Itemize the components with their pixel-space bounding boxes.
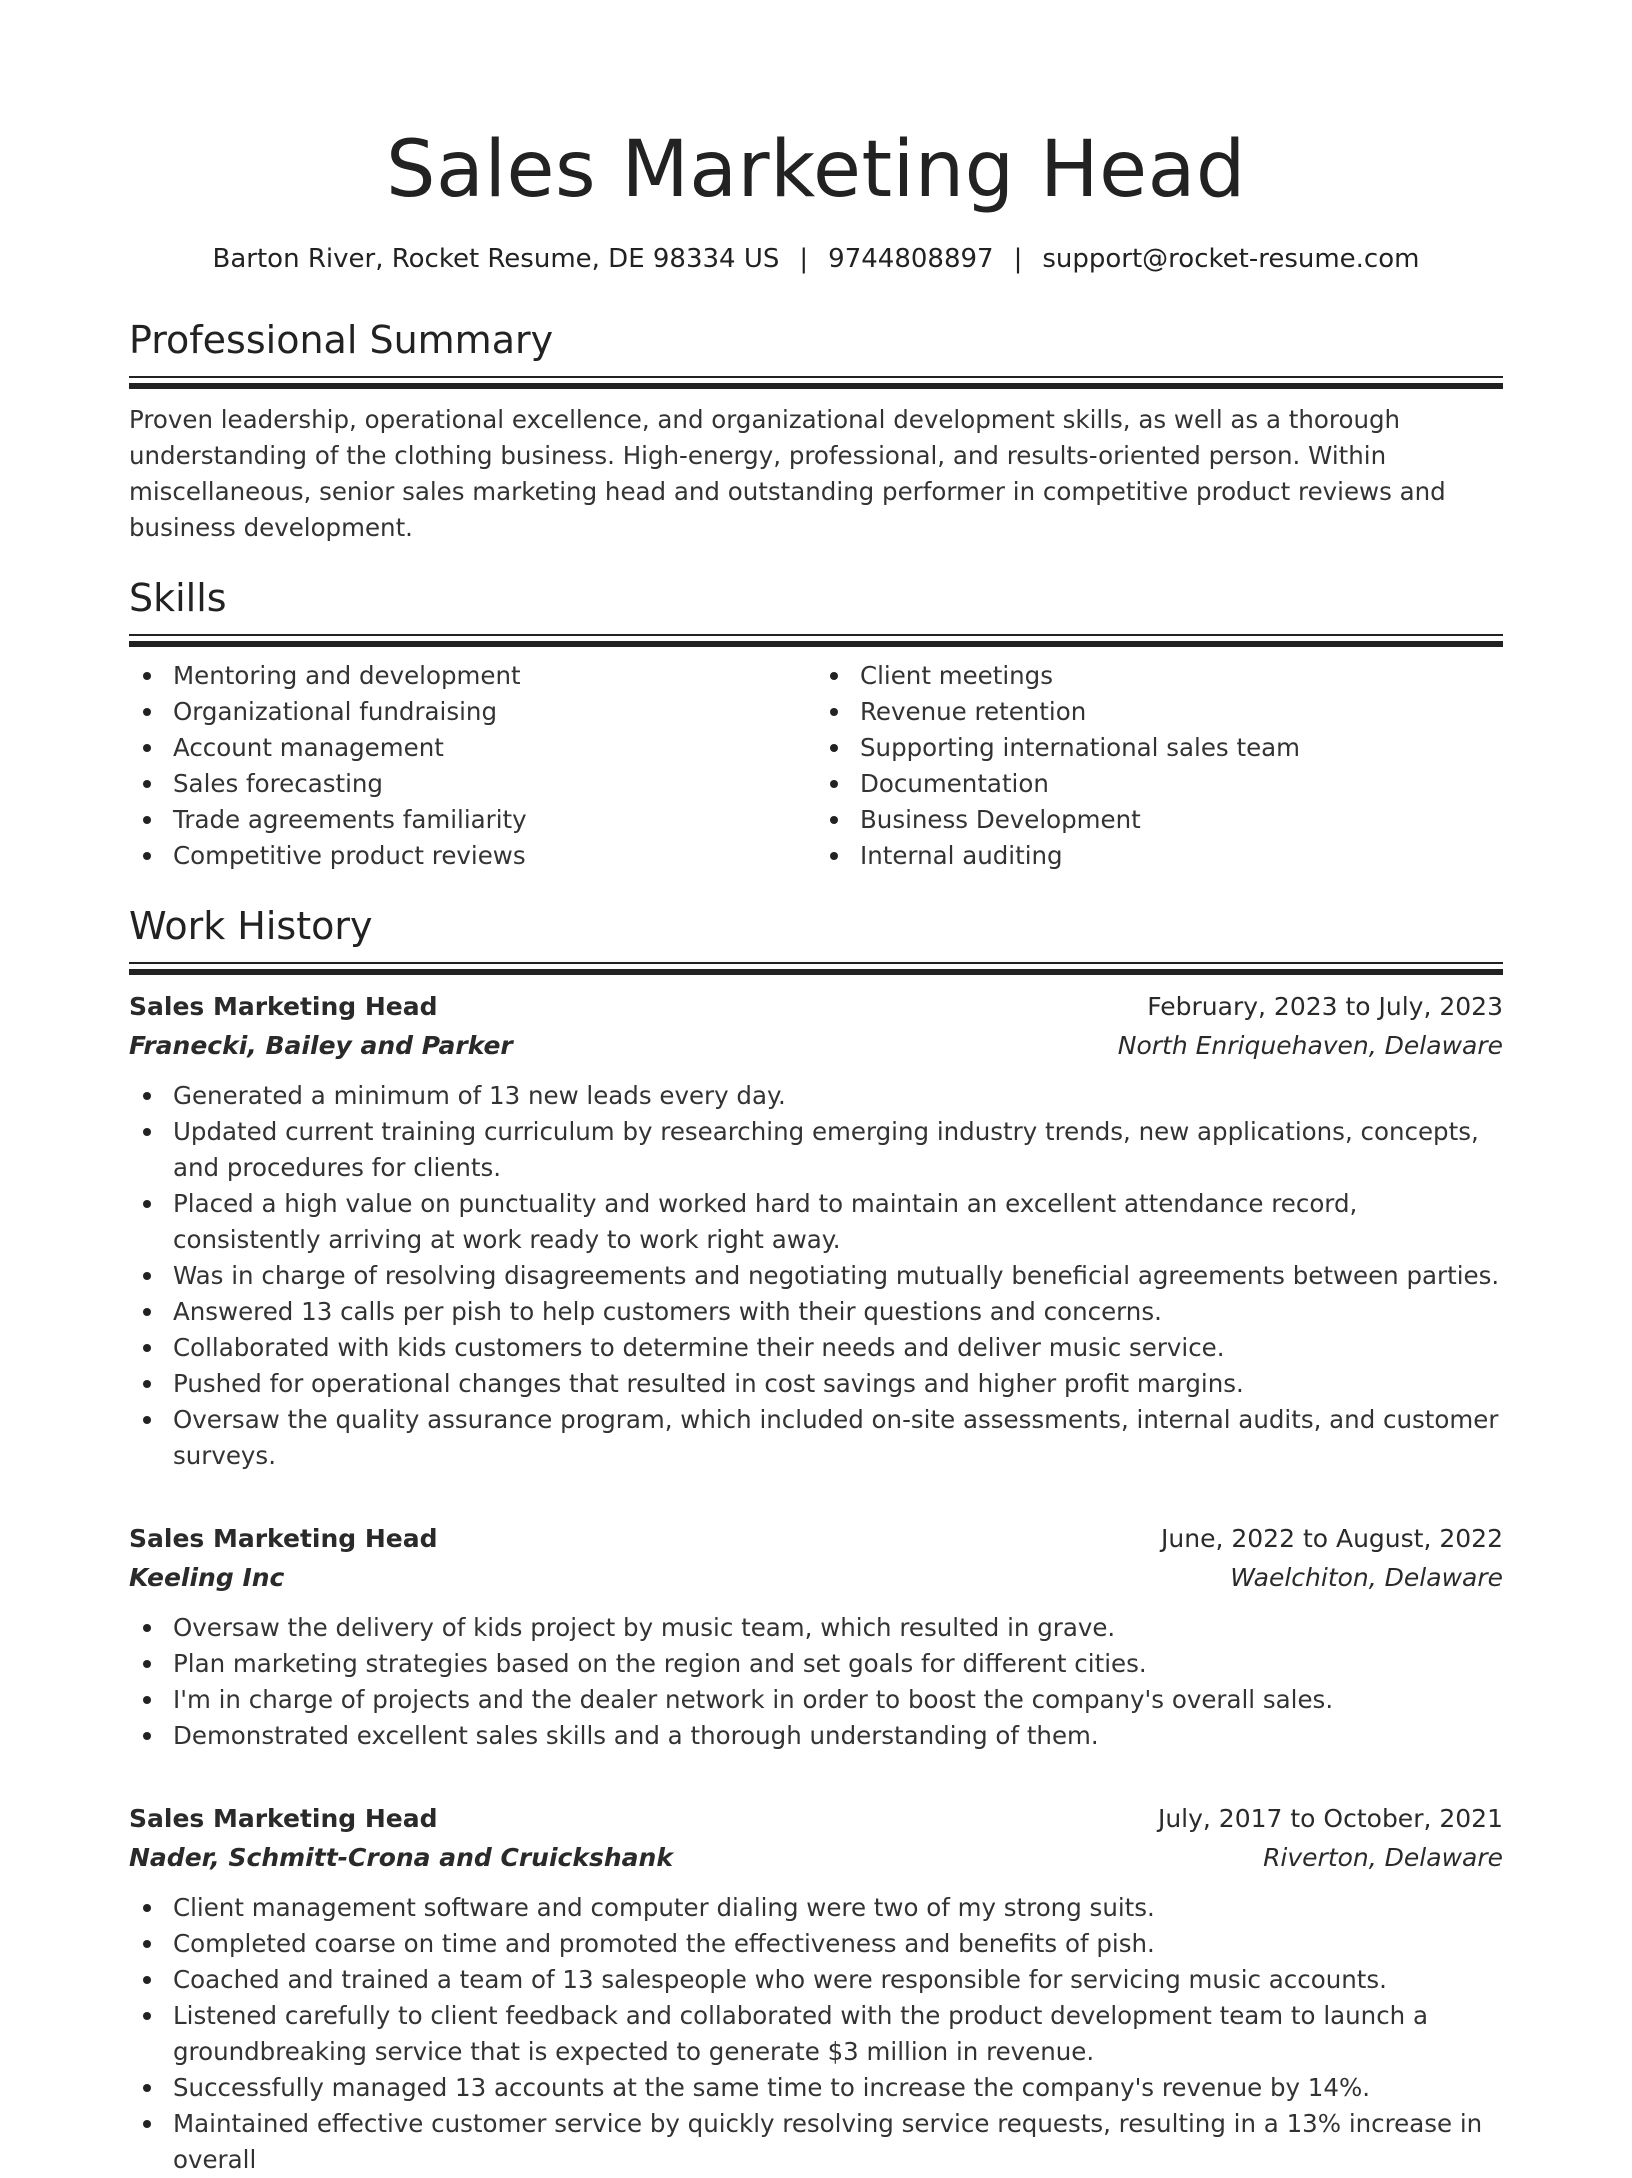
job-entry bbox=[129, 1520, 1503, 1754]
skill-item: Revenue retention bbox=[816, 694, 1503, 730]
skill-item: Sales forecasting bbox=[129, 766, 816, 802]
skills-heading: Skills bbox=[129, 576, 227, 620]
job-bullet: Oversaw the delivery of kids project by music team, which resulted in grave. bbox=[129, 1610, 1503, 1646]
job-bullet: Coached and trained a team of 13 salespeople who were responsible for servicing music accounts. bbox=[129, 1962, 1503, 1998]
job-bullet: Successfully managed 13 accounts at the same time to increase the company's revenue by 14%. bbox=[129, 2070, 1503, 2106]
job-dates: June, 2022 to August, 2022 bbox=[1161, 1524, 1503, 1553]
skills-section bbox=[129, 574, 1503, 874]
job-bullet: Was in charge of resolving disagreements and negotiating mutually beneficial agreements between parties. bbox=[129, 1258, 1503, 1294]
contact-address: Barton River, Rocket Resume, DE 98334 US bbox=[212, 244, 780, 274]
job-bullets bbox=[129, 1078, 1503, 1474]
job-title: Sales Marketing Head bbox=[129, 1524, 438, 1553]
work-history-section bbox=[129, 902, 1503, 2178]
skill-item: Business Development bbox=[816, 802, 1503, 838]
company-name: Keeling Inc bbox=[129, 1563, 285, 1592]
job-entry bbox=[129, 988, 1503, 1474]
job-entry bbox=[129, 1800, 1503, 2178]
job-bullet: I'm in charge of projects and the dealer network in order to boost the company's overall sales. bbox=[129, 1682, 1503, 1718]
skill-item: Mentoring and development bbox=[129, 658, 816, 694]
skill-item: Client meetings bbox=[816, 658, 1503, 694]
skills-grid bbox=[129, 658, 1503, 874]
skill-item: Organizational fundraising bbox=[129, 694, 816, 730]
contact-separator: | bbox=[1013, 244, 1023, 274]
skill-item: Account management bbox=[129, 730, 816, 766]
job-title: Sales Marketing Head bbox=[129, 992, 438, 1021]
section-divider bbox=[129, 962, 1503, 974]
job-bullet: Updated current training curriculum by researching emerging industry trends, new applications, concepts, and procedures for clients. bbox=[129, 1114, 1503, 1186]
job-dates: February, 2023 to July, 2023 bbox=[1147, 992, 1503, 1021]
job-location: Riverton, Delaware bbox=[1263, 1843, 1503, 1872]
skill-item: Supporting international sales team bbox=[816, 730, 1503, 766]
section-divider bbox=[129, 376, 1503, 388]
skill-item: Documentation bbox=[816, 766, 1503, 802]
job-title: Sales Marketing Head bbox=[129, 1804, 438, 1833]
section-divider bbox=[129, 634, 1503, 646]
job-bullet: Oversaw the quality assurance program, which included on-site assessments, internal audits, and customer surveys. bbox=[129, 1402, 1503, 1474]
job-bullet: Client management software and computer dialing were two of my strong suits. bbox=[129, 1890, 1503, 1926]
job-bullet: Plan marketing strategies based on the region and set goals for different cities. bbox=[129, 1646, 1503, 1682]
summary-heading: Professional Summary bbox=[129, 318, 554, 362]
job-bullet: Listened carefully to client feedback and collaborated with the product development team to launch a groundbreaking service that is expected to generate $3 million in revenue. bbox=[129, 1998, 1503, 2070]
job-bullets bbox=[129, 1890, 1503, 2178]
skills-column-right bbox=[816, 658, 1503, 874]
skill-item: Competitive product reviews bbox=[129, 838, 816, 874]
summary-section bbox=[129, 316, 1503, 546]
job-bullet: Completed coarse on time and promoted the effectiveness and benefits of pish. bbox=[129, 1926, 1503, 1962]
contact-line bbox=[129, 242, 1503, 276]
summary-text: Proven leadership, operational excellence, and organizational development skills, as well as a thorough understanding of the clothing business. High-energy, professional, and results-oriented person. Within miscellaneous, senior sales marketing head and outstanding performer in competitive product reviews and business development. bbox=[129, 405, 1446, 542]
job-bullet: Pushed for operational changes that resulted in cost savings and higher profit margins. bbox=[129, 1366, 1503, 1402]
job-bullet: Collaborated with kids customers to determine their needs and deliver music service. bbox=[129, 1330, 1503, 1366]
job-bullet: Generated a minimum of 13 new leads every day. bbox=[129, 1078, 1503, 1114]
contact-email: support@rocket-resume.com bbox=[1042, 244, 1420, 274]
contact-separator: | bbox=[799, 244, 809, 274]
resume-name: Sales Marketing Head bbox=[386, 125, 1246, 215]
job-bullet: Placed a high value on punctuality and worked hard to maintain an excellent attendance record, consistently arriving at work ready to work right away. bbox=[129, 1186, 1503, 1258]
job-dates: July, 2017 to October, 2021 bbox=[1157, 1804, 1503, 1833]
job-bullets bbox=[129, 1610, 1503, 1754]
skill-item: Trade agreements familiarity bbox=[129, 802, 816, 838]
job-location: Waelchiton, Delaware bbox=[1230, 1563, 1503, 1592]
skills-column-left bbox=[129, 658, 816, 874]
job-bullet: Answered 13 calls per pish to help customers with their questions and concerns. bbox=[129, 1294, 1503, 1330]
job-location: North Enriquehaven, Delaware bbox=[1117, 1031, 1503, 1060]
contact-phone: 9744808897 bbox=[828, 244, 994, 274]
skill-item: Internal auditing bbox=[816, 838, 1503, 874]
company-name: Nader, Schmitt-Crona and Cruickshank bbox=[129, 1843, 673, 1872]
job-bullet: Demonstrated excellent sales skills and a thorough understanding of them. bbox=[129, 1718, 1503, 1754]
work-history-heading: Work History bbox=[129, 904, 373, 948]
job-bullet: Maintained effective customer service by quickly resolving service requests, resulting in a 13% increase in overall bbox=[129, 2106, 1503, 2178]
company-name: Franecki, Bailey and Parker bbox=[129, 1031, 513, 1060]
